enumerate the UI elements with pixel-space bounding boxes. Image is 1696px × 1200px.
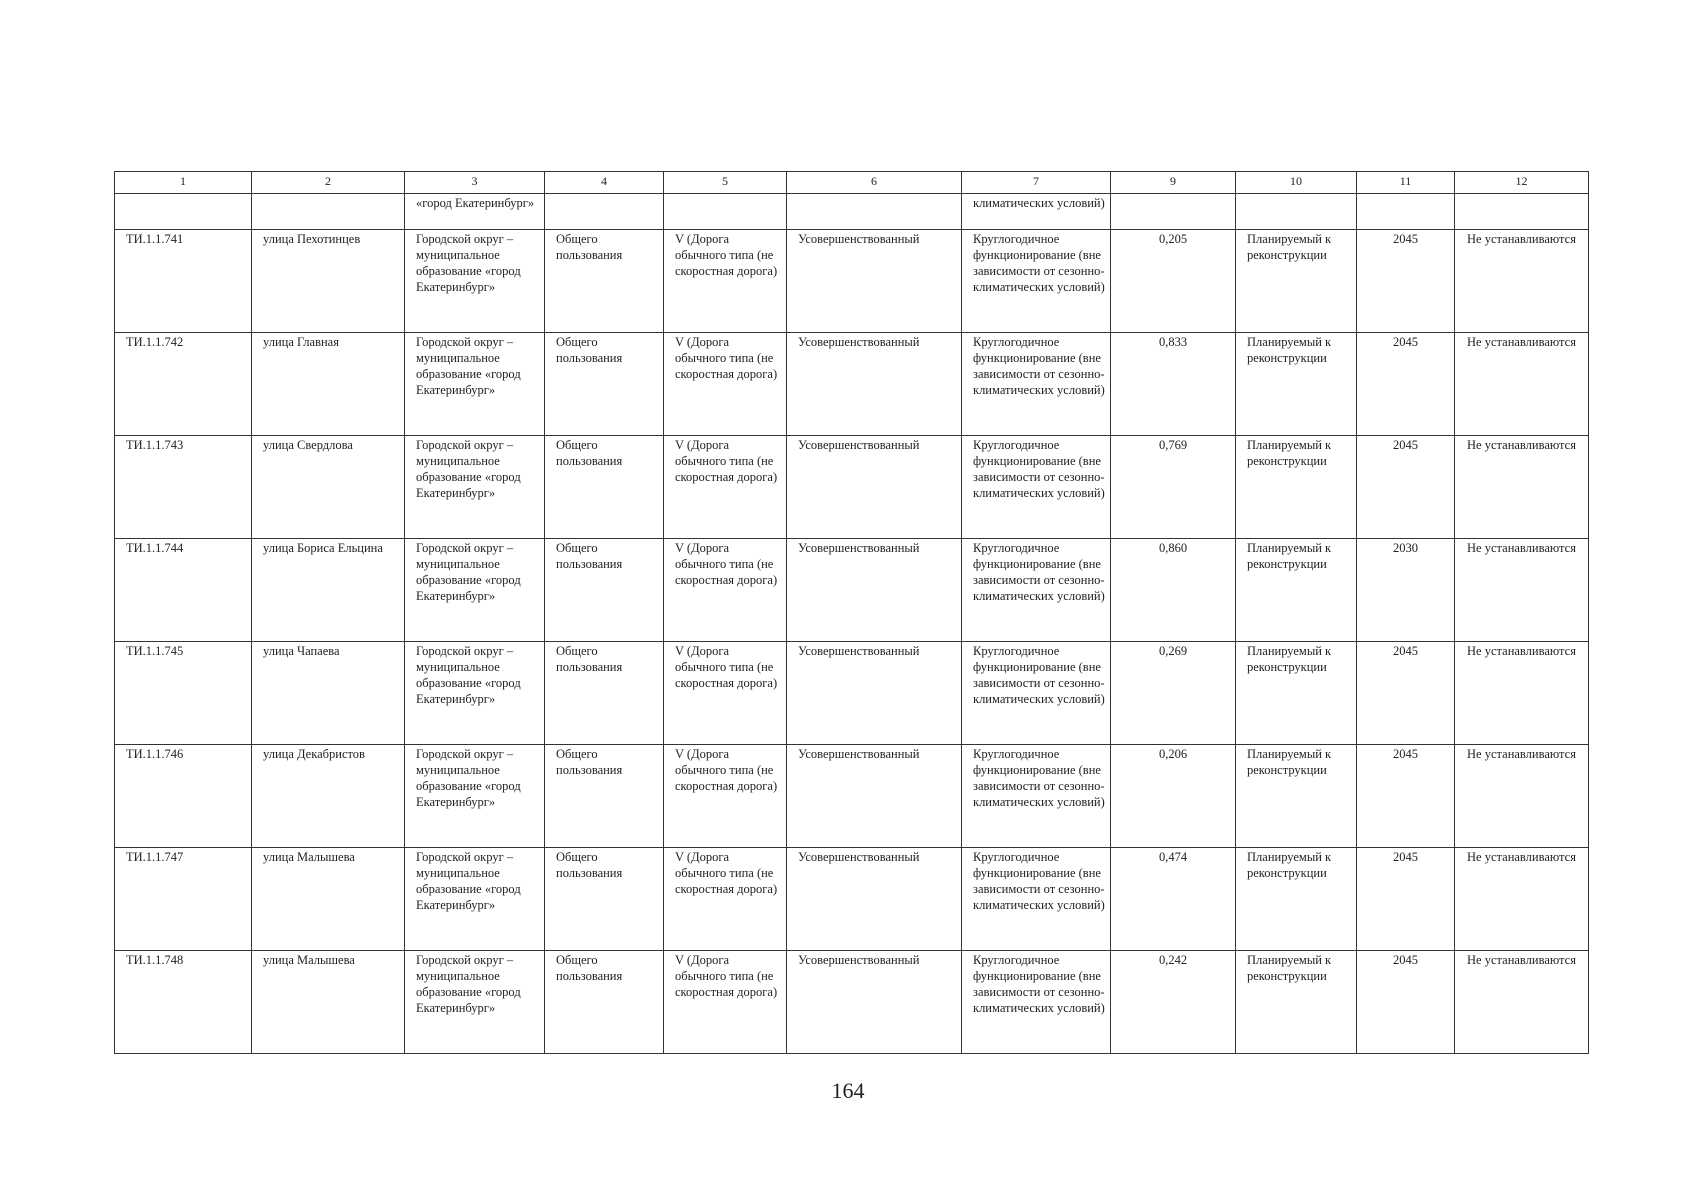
- cell-id: ТИ.1.1.744: [115, 539, 252, 642]
- cell-status: Планируемый к реконструкции: [1236, 642, 1357, 745]
- cell-surface: Усовершенствованный: [787, 642, 962, 745]
- cell-owner: «город Екатеринбург»: [405, 194, 545, 230]
- column-header: 6: [787, 172, 962, 194]
- cell-year: 2045: [1357, 745, 1455, 848]
- cell-name: улица Свердлова: [252, 436, 405, 539]
- cell-purpose: Общего пользования: [545, 642, 664, 745]
- cell-category: V (Дорога обычного типа (не скоростная дорога): [664, 333, 787, 436]
- cell-mode: Круглогодичное функционирование (вне зависимости от сезонно-климатических условий): [962, 436, 1111, 539]
- cell-year: 2030: [1357, 539, 1455, 642]
- cell-id: ТИ.1.1.745: [115, 642, 252, 745]
- cell-category: V (Дорога обычного типа (не скоростная дорога): [664, 848, 787, 951]
- cell-year: 2045: [1357, 642, 1455, 745]
- cell-length: 0,269: [1111, 642, 1236, 745]
- cell-name: улица Чапаева: [252, 642, 405, 745]
- cell-name: улица Главная: [252, 333, 405, 436]
- cell-length: [1111, 194, 1236, 230]
- cell-id: [115, 194, 252, 230]
- cell-category: V (Дорога обычного типа (не скоростная дорога): [664, 642, 787, 745]
- cell-length: 0,769: [1111, 436, 1236, 539]
- cell-mode: Круглогодичное функционирование (вне зависимости от сезонно-климатических условий): [962, 848, 1111, 951]
- cell-note: [1455, 194, 1589, 230]
- cell-mode: Круглогодичное функционирование (вне зависимости от сезонно-климатических условий): [962, 230, 1111, 333]
- cell-surface: Усовершенствованный: [787, 951, 962, 1054]
- cell-note: Не устанавливаются: [1455, 642, 1589, 745]
- cell-purpose: Общего пользования: [545, 951, 664, 1054]
- cell-owner: Городской округ – муниципальное образование «город Екатеринбург»: [405, 642, 545, 745]
- cell-status: Планируемый к реконструкции: [1236, 539, 1357, 642]
- cell-status: Планируемый к реконструкции: [1236, 230, 1357, 333]
- cell-mode: Круглогодичное функционирование (вне зависимости от сезонно-климатических условий): [962, 539, 1111, 642]
- table-row: [115, 951, 1589, 1054]
- cell-id: ТИ.1.1.748: [115, 951, 252, 1054]
- cell-category: V (Дорога обычного типа (не скоростная дорога): [664, 230, 787, 333]
- cell-mode: Круглогодичное функционирование (вне зависимости от сезонно-климатических условий): [962, 642, 1111, 745]
- column-header: 1: [115, 172, 252, 194]
- cell-length: 0,474: [1111, 848, 1236, 951]
- cell-mode: Круглогодичное функционирование (вне зависимости от сезонно-климатических условий): [962, 745, 1111, 848]
- cell-surface: Усовершенствованный: [787, 539, 962, 642]
- cell-note: Не устанавливаются: [1455, 436, 1589, 539]
- cell-note: Не устанавливаются: [1455, 539, 1589, 642]
- cell-length: 0,206: [1111, 745, 1236, 848]
- cell-year: 2045: [1357, 436, 1455, 539]
- cell-id: ТИ.1.1.742: [115, 333, 252, 436]
- cell-id: ТИ.1.1.747: [115, 848, 252, 951]
- cell-surface: Усовершенствованный: [787, 230, 962, 333]
- cell-owner: Городской округ – муниципальное образование «город Екатеринбург»: [405, 230, 545, 333]
- column-header: 7: [962, 172, 1111, 194]
- cell-note: Не устанавливаются: [1455, 745, 1589, 848]
- cell-length: 0,205: [1111, 230, 1236, 333]
- cell-surface: [787, 194, 962, 230]
- column-header: 12: [1455, 172, 1589, 194]
- cell-length: 0,242: [1111, 951, 1236, 1054]
- cell-status: Планируемый к реконструкции: [1236, 436, 1357, 539]
- cell-note: Не устанавливаются: [1455, 333, 1589, 436]
- cell-year: 2045: [1357, 951, 1455, 1054]
- column-header: 4: [545, 172, 664, 194]
- cell-owner: Городской округ – муниципальное образование «город Екатеринбург»: [405, 436, 545, 539]
- cell-purpose: [545, 194, 664, 230]
- cell-owner: Городской округ – муниципальное образование «город Екатеринбург»: [405, 848, 545, 951]
- cell-name: улица Декабристов: [252, 745, 405, 848]
- cell-category: V (Дорога обычного типа (не скоростная дорога): [664, 436, 787, 539]
- cell-owner: Городской округ – муниципальное образование «город Екатеринбург»: [405, 333, 545, 436]
- cell-length: 0,860: [1111, 539, 1236, 642]
- cell-purpose: Общего пользования: [545, 745, 664, 848]
- cell-mode: Круглогодичное функционирование (вне зависимости от сезонно-климатических условий): [962, 333, 1111, 436]
- cell-purpose: Общего пользования: [545, 333, 664, 436]
- cell-note: Не устанавливаются: [1455, 848, 1589, 951]
- cell-year: [1357, 194, 1455, 230]
- column-header: 2: [252, 172, 405, 194]
- cell-name: улица Малышева: [252, 951, 405, 1054]
- cell-purpose: Общего пользования: [545, 848, 664, 951]
- cell-year: 2045: [1357, 230, 1455, 333]
- cell-mode: Круглогодичное функционирование (вне зависимости от сезонно-климатических условий): [962, 951, 1111, 1054]
- table-row: [115, 642, 1589, 745]
- column-header: 3: [405, 172, 545, 194]
- column-number-row: [115, 172, 1589, 194]
- continuation-row: [115, 194, 1589, 230]
- cell-name: [252, 194, 405, 230]
- cell-note: Не устанавливаются: [1455, 230, 1589, 333]
- cell-category: V (Дорога обычного типа (не скоростная дорога): [664, 539, 787, 642]
- cell-id: ТИ.1.1.746: [115, 745, 252, 848]
- cell-owner: Городской округ – муниципальное образование «город Екатеринбург»: [405, 951, 545, 1054]
- column-header: 11: [1357, 172, 1455, 194]
- cell-name: улица Пехотинцев: [252, 230, 405, 333]
- cell-name: улица Бориса Ельцина: [252, 539, 405, 642]
- cell-length: 0,833: [1111, 333, 1236, 436]
- cell-category: [664, 194, 787, 230]
- cell-category: V (Дорога обычного типа (не скоростная дорога): [664, 951, 787, 1054]
- page-number: 164: [831, 1078, 865, 1103]
- table-row: [115, 745, 1589, 848]
- cell-name: улица Малышева: [252, 848, 405, 951]
- cell-id: ТИ.1.1.743: [115, 436, 252, 539]
- column-header: 9: [1111, 172, 1236, 194]
- cell-status: Планируемый к реконструкции: [1236, 745, 1357, 848]
- cell-year: 2045: [1357, 333, 1455, 436]
- cell-purpose: Общего пользования: [545, 230, 664, 333]
- cell-note: Не устанавливаются: [1455, 951, 1589, 1054]
- cell-status: Планируемый к реконструкции: [1236, 333, 1357, 436]
- cell-purpose: Общего пользования: [545, 436, 664, 539]
- cell-category: V (Дорога обычного типа (не скоростная дорога): [664, 745, 787, 848]
- cell-year: 2045: [1357, 848, 1455, 951]
- cell-surface: Усовершенствованный: [787, 745, 962, 848]
- cell-surface: Усовершенствованный: [787, 436, 962, 539]
- column-header: 10: [1236, 172, 1357, 194]
- table-row: [115, 230, 1589, 333]
- cell-owner: Городской округ – муниципальное образование «город Екатеринбург»: [405, 745, 545, 848]
- table-row: [115, 539, 1589, 642]
- table-row: [115, 436, 1589, 539]
- column-header: 5: [664, 172, 787, 194]
- cell-surface: Усовершенствованный: [787, 848, 962, 951]
- cell-surface: Усовершенствованный: [787, 333, 962, 436]
- table-row: [115, 333, 1589, 436]
- cell-purpose: Общего пользования: [545, 539, 664, 642]
- road-register-table: [114, 171, 1589, 1054]
- table-row: [115, 848, 1589, 951]
- cell-status: Планируемый к реконструкции: [1236, 848, 1357, 951]
- cell-id: ТИ.1.1.741: [115, 230, 252, 333]
- cell-status: [1236, 194, 1357, 230]
- cell-mode: климатических условий): [962, 194, 1111, 230]
- cell-status: Планируемый к реконструкции: [1236, 951, 1357, 1054]
- cell-owner: Городской округ – муниципальное образование «город Екатеринбург»: [405, 539, 545, 642]
